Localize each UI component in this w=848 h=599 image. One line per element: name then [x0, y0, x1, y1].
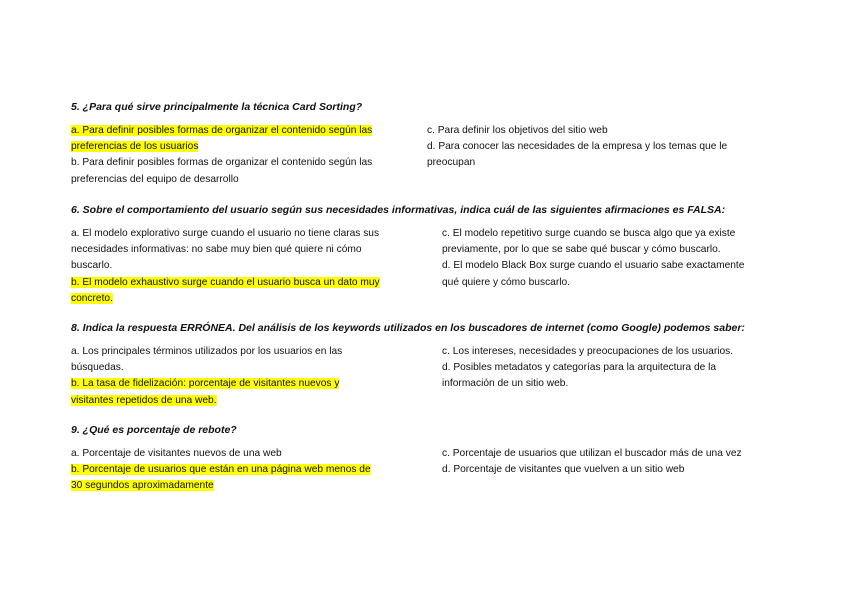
- question-5-left-options: [71, 123, 372, 188]
- answer-6b-line-1: b. El modelo exhaustivo surge cuando el usuario busca un dato muy: [71, 276, 380, 288]
- question-8-left-options: [71, 344, 342, 409]
- option-5d-line-1: d. Para conocer las necesidades de la empresa y los temas que le: [427, 141, 728, 153]
- option-5d-line-2: preocupan: [427, 157, 476, 169]
- answer-8b-line-1: b. La tasa de fidelización: porcentaje de visitantes nuevos y: [71, 378, 340, 390]
- question-9-right-options: [442, 446, 742, 478]
- option-5b-line-1: b. Para definir posibles formas de organizar el contenido según las: [71, 157, 373, 169]
- option-9c: c. Porcentaje de usuarios que utilizan el buscador más de una vez: [442, 448, 742, 459]
- option-6a-line-1: a. El modelo explorativo surge cuando el usuario no tiene claras sus: [71, 228, 380, 239]
- option-6a-line-2: necesidades informativas: no sabe muy bien qué quiere ni cómo: [71, 244, 362, 256]
- option-6c-line-2: previamente, por lo que se sabe qué buscar y cómo buscarlo.: [442, 244, 721, 256]
- option-8a-line-2: búsquedas.: [71, 362, 124, 374]
- option-5b-line-2: preferencias del equipo de desarrollo: [71, 173, 239, 185]
- option-9d: d. Porcentaje de visitantes que vuelven a un sitio web: [442, 464, 685, 476]
- answer-5a-line-1: a. Para definir posibles formas de organizar el contenido según las: [71, 125, 373, 136]
- question-6-left-options: [71, 226, 380, 307]
- option-6c-line-1: c. El modelo repetitivo surge cuando se busca algo que ya existe: [442, 228, 736, 239]
- question-9-title: 9. ¿Qué es porcentaje de rebote?: [71, 424, 237, 436]
- question-5-right-options: [427, 123, 727, 172]
- answer-5a-line-2: preferencias de los usuarios: [71, 141, 199, 153]
- question-8-title: 8. Indica la respuesta ERRÓNEA. Del análisis de los keywords utilizados en los buscadores de internet (como Google) podemos saber:: [71, 322, 745, 334]
- option-8c: c. Los intereses, necesidades y preocupaciones de los usuarios.: [442, 346, 734, 357]
- option-9a: a. Porcentaje de visitantes nuevos de una web: [71, 448, 282, 459]
- answer-9b-line-1: b. Porcentaje de usuarios que están en una página web menos de: [71, 464, 371, 476]
- question-5-title: 5. ¿Para qué sirve principalmente la técnica Card Sorting?: [71, 101, 363, 113]
- answer-6b-line-2: concreto.: [71, 292, 113, 304]
- option-8a-line-1: a. Los principales términos utilizados por los usuarios en las: [71, 346, 343, 357]
- option-5c: c. Para definir los objetivos del sitio web: [427, 125, 608, 136]
- option-6d-line-2: qué quiere y cómo buscarlo.: [442, 276, 570, 288]
- question-6-right-options: [442, 226, 744, 291]
- question-6-title: 6. Sobre el comportamiento del usuario según sus necesidades informativas, indica cuál de las siguientes afirmaciones es FALSA:: [71, 204, 726, 216]
- question-8-right-options: [442, 344, 733, 393]
- option-8d-line-1: d. Posibles metadatos y categorías para la arquitectura de la: [442, 362, 717, 374]
- option-6a-line-3: buscarlo.: [71, 260, 113, 272]
- option-6d-line-1: d. El modelo Black Box surge cuando el usuario sabe exactamente: [442, 260, 745, 272]
- answer-9b-line-2: 30 segundos aproximadamente: [71, 480, 214, 492]
- option-8d-line-2: información de un sitio web.: [442, 378, 569, 390]
- question-9-left-options: [71, 446, 371, 495]
- answer-8b-line-2: visitantes repetidos de una web.: [71, 394, 217, 406]
